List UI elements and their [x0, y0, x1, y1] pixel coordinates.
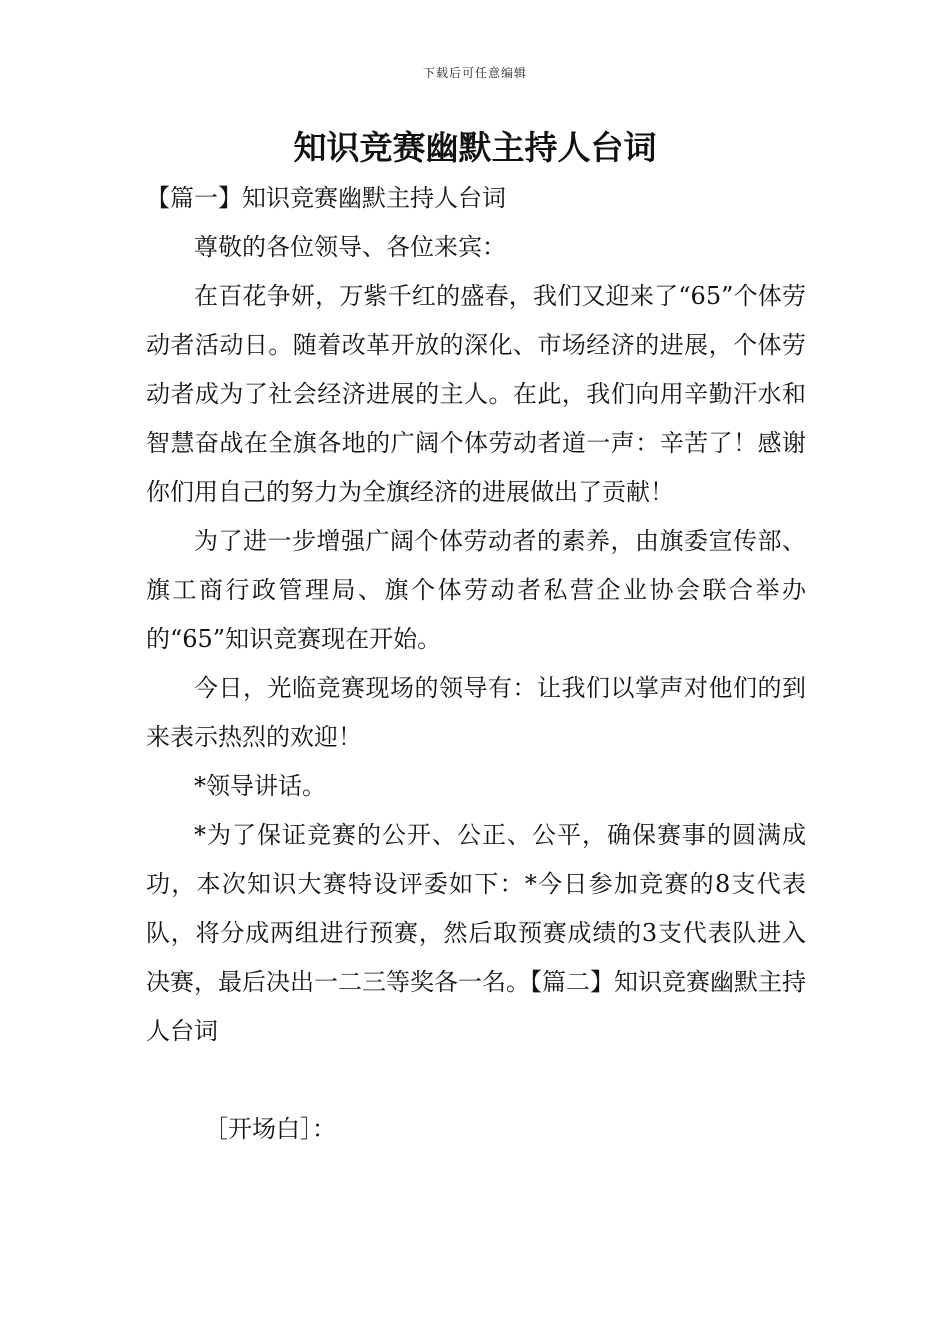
header-note: 下载后可任意编辑	[422, 66, 527, 80]
paragraph-gap	[146, 1056, 806, 1105]
paragraph-greeting: 尊敬的各位领导、各位来宾：	[194, 233, 506, 261]
paragraph-welcome: 今日，光临竞赛现场的领导有：让我们以掌声对他们的到来表示热烈的欢迎！	[146, 674, 806, 751]
opening-label: ［开场白］：	[204, 1115, 336, 1143]
section-heading: 【篇一】知识竞赛幽默主持人台词	[146, 184, 506, 212]
paragraph-intro: 在百花争妍，万紫千红的盛春，我们又迎来了“65”个体劳动者活动日。随着改革开放的深化、市场经济的进展，个体劳动者成为了社会经济进展的主人。在此，我们向用辛勤汗水和智慧奋战在全旗各地的广阔个体劳动者道一声：辛苦了！感谢你们用自己的努力为全旗经济的进展做出了贡献！	[146, 282, 806, 506]
paragraph-start: 为了进一步增强广阔个体劳动者的素养，由旗委宣传部、旗工商行政管理局、旗个体劳动者私营企业协会联合举办的“65”知识竞赛现在开始。	[146, 527, 806, 653]
paragraph-leader-speech: *领导讲话。	[194, 772, 326, 800]
document-body	[146, 174, 806, 1154]
paragraph-rules: *为了保证竞赛的公开、公正、公平，确保赛事的圆满成功，本次知识大赛特设评委如下：*今日参加竞赛的8支代表队，将分成两组进行预赛，然后取预赛成绩的3支代表队进入决赛，最后决出一二三等奖各一名。【篇二】知识竞赛幽默主持人台词	[146, 821, 806, 1045]
document-title: 知识竞赛幽默主持人台词	[293, 128, 657, 167]
